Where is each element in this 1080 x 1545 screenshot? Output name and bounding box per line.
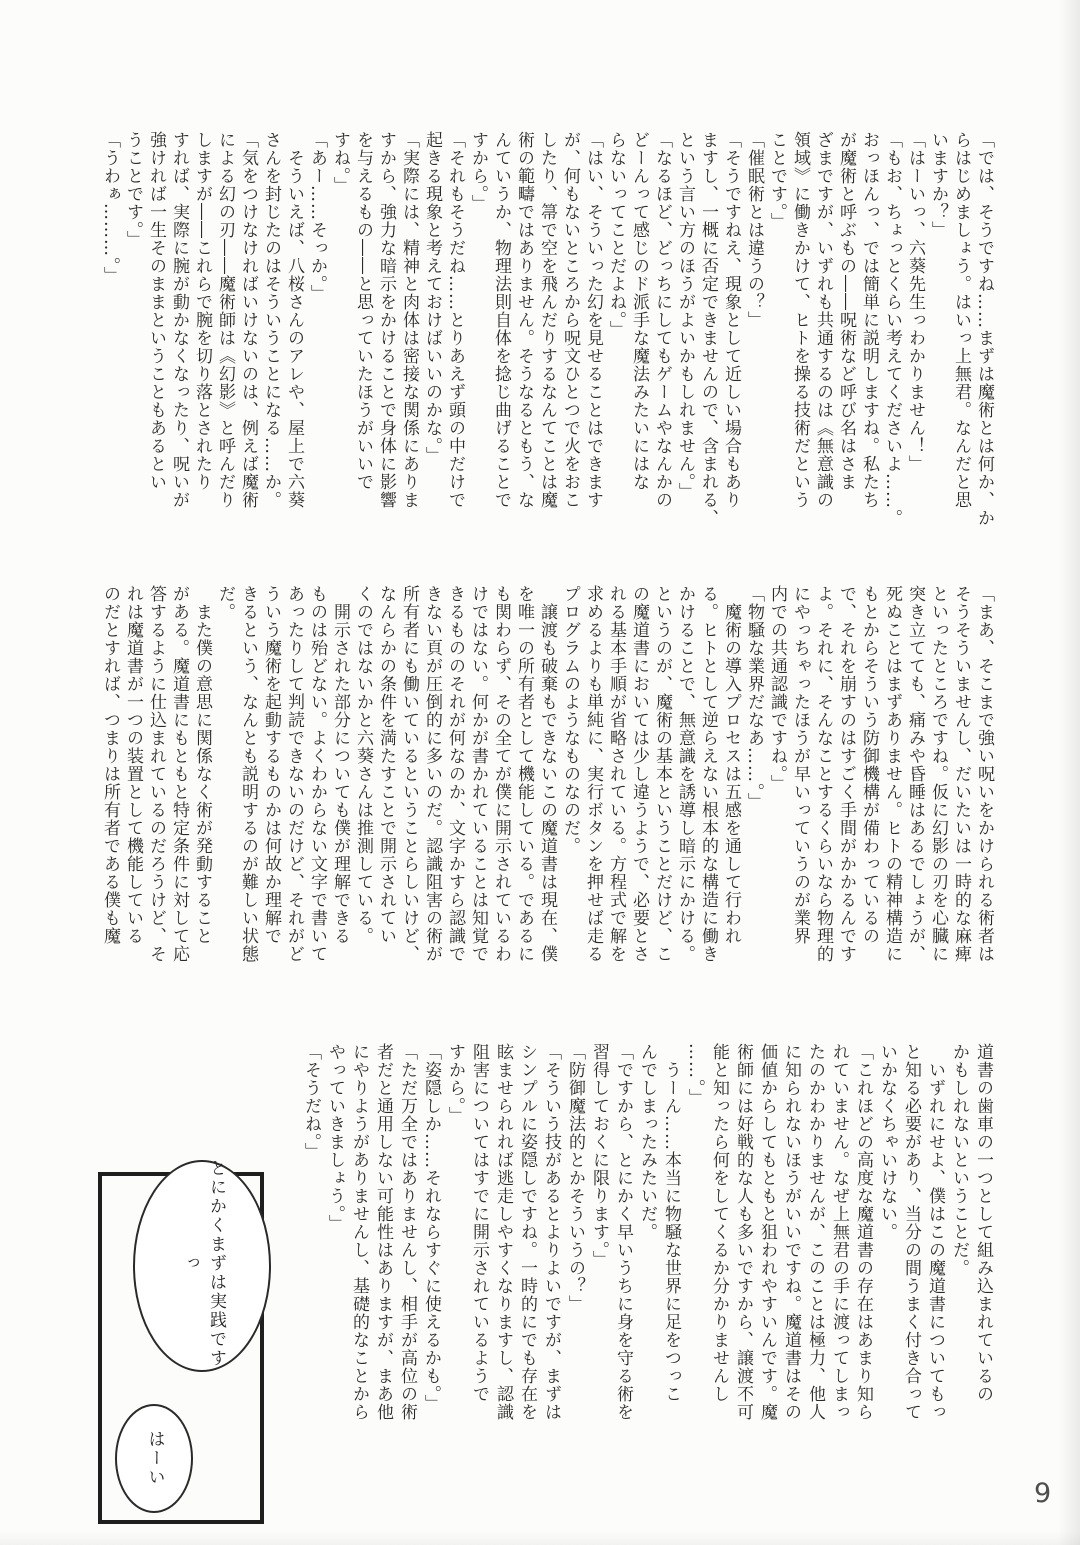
text-line: すれば、実際に腕が動かなくなったり、呪いが	[169, 131, 189, 509]
text-line: 所有者にも働いているということらしいけど、	[399, 585, 419, 963]
text-line: そういえば、八桜さんのアレや、屋上で六葵	[284, 131, 304, 509]
text-line: くのではないかと六葵さんは推測している。	[353, 585, 373, 945]
text-line: どーんって感じのド派手な魔法みたいにはな	[629, 131, 649, 491]
text-line: まずは実践ですっ	[179, 1234, 226, 1368]
text-line: 内での共通認識ですね。」	[767, 585, 787, 793]
text-line: また僕の意思に関係なく術が発動すること	[192, 585, 212, 945]
text-line: 者だと通用しない可能性はありますが、まあ他	[373, 1043, 393, 1421]
text-line: にやっちゃったほうが早いっていうのが業界	[790, 585, 810, 945]
text-line: といったところですね。仮に幻影の刃を心臓に	[928, 585, 948, 963]
speech-bubble-large	[133, 1160, 271, 1372]
text-line: 「では、そうですね……まずは魔術とは何か、か	[974, 131, 994, 527]
text-line: うことです。」	[123, 131, 143, 249]
text-line: という言い方のほうがよいかもしれません。」	[675, 131, 695, 501]
text-line: すね。」	[330, 131, 350, 195]
text-line: で、それを崩すのはすごく手間がかかるんです	[836, 585, 856, 963]
text-block-middle	[98, 585, 995, 985]
text-line: 開示された部分についても僕が理解できる	[330, 585, 350, 945]
text-line: れていません。なぜ上無君の手に渡ってしまっ	[829, 1043, 849, 1421]
text-line: すから、強力な暗示をかけることで身体に影響	[376, 131, 396, 509]
text-line: さんを封じたのはそういうことになる……か。	[261, 131, 281, 509]
text-line: したり、箒で空を飛んだりするなんてことは魔	[537, 131, 557, 509]
text-line: 「それもそうだね……とりあえず頭の中だけで	[445, 131, 465, 509]
text-line: 能と知ったら何をしてくるか分かりませんし	[709, 1043, 729, 1403]
text-line: にやりようがありませんし、基礎的なことから	[349, 1043, 369, 1421]
text-line: 「まあ、そこまで強い呪いをかけられる術者は	[974, 585, 994, 963]
text-line: 価値からしてもともと狙われやすいんです。魔	[757, 1043, 777, 1421]
text-line: しますが――これらで腕を切り落とされたり	[192, 131, 212, 491]
text-line: シンプルに姿隠しですね。一時的にでも存在を	[517, 1043, 537, 1421]
text-line: ことです。」	[767, 131, 787, 231]
speech-bubble-large-text	[175, 1156, 229, 1370]
text-line: すから。」	[445, 1043, 465, 1125]
text-line: 「気をつけなければいけないのは、例えば魔術	[238, 131, 258, 509]
text-line: 「あー……そっか。」	[307, 131, 327, 303]
text-line: ざまですが、いずれも共通するのは《無意識の	[813, 131, 833, 509]
text-line: 「姿隠しか……それならすぐに使えるかも。」	[421, 1043, 441, 1413]
text-line: も関わらず、その全てが僕に開示されているわ	[491, 585, 511, 963]
text-line: ものは殆どない。よくわからない文字で書いて	[307, 585, 327, 963]
page-number: 9	[1034, 1478, 1052, 1509]
text-line: きるという、なんとも説明するのが難しい状態	[238, 585, 258, 963]
text-line: 「はい、そういった幻を見せることはできます	[583, 131, 603, 509]
text-line: うーん……本当に物騒な世界に足をつっこ	[661, 1043, 681, 1403]
text-line: 「防御魔法的とかそういうの？」	[565, 1043, 585, 1313]
text-line: を与えるもの――と思っていたほうがいいで	[353, 131, 373, 491]
text-line: ういう魔術を起動するものかは何故か理解で	[261, 585, 281, 945]
text-line: 「はーいっ、六葵先生っわかりません！」	[905, 131, 925, 473]
text-line: 答するように仕込まれているのだろうけど、そ	[146, 585, 166, 963]
text-line: あったりして判読できないのだけど、それがど	[284, 585, 304, 963]
text-line: 「実際には、精神と肉体は密接な関係にありま	[399, 131, 419, 509]
text-line: がある。魔道書にもともと特定条件に対して応	[169, 585, 189, 963]
text-line: 阻害についてはすでに開示されているようで	[469, 1043, 489, 1403]
text-line: ……。」	[685, 1043, 705, 1107]
text-line: 「なるほど、どっちにしてもゲームやなんかの	[652, 131, 672, 509]
text-line: らないってことだよね。」	[606, 131, 626, 339]
text-line: 「ですから、とにかく早いうちに身を守る術を	[613, 1043, 633, 1421]
text-line: に知られないほうがいいですね。魔道書はその	[781, 1043, 801, 1421]
text-line: んでしまったみたいだ。	[637, 1043, 657, 1241]
text-line: いますか？」	[928, 131, 948, 239]
text-line: 「そうだね。」	[301, 1043, 321, 1161]
text-line: なんらかの条件を満たすことで開示されてい	[376, 585, 396, 945]
text-line: かもしれないということだ。	[949, 1043, 969, 1277]
text-line: による幻の刃――魔術師は《幻影》と呼んだり	[215, 131, 235, 509]
text-block-bottom	[299, 1043, 995, 1435]
text-line: だ。	[215, 585, 235, 621]
text-line: れる基本手順が省略されている。方程式で解を	[606, 585, 626, 963]
text-line: いずれにせよ、僕はこの魔道書についてもっ	[925, 1043, 945, 1421]
text-line: 習得しておくに限ります。」	[589, 1043, 609, 1269]
text-line: もとからそういう防御機構が備わっているの	[859, 585, 879, 945]
text-line: ますし、一概に否定できませんので、含まれる、	[698, 131, 718, 527]
text-line: 「うわぁ………。」	[100, 131, 120, 285]
scan-bottom-shading	[0, 1531, 1080, 1545]
text-line: 「物騒な業界だなあ……。」	[744, 585, 764, 811]
text-line: はーい	[144, 1430, 165, 1487]
text-line: が魔術と呼ぶもの――呪術など呼び名はさま	[836, 131, 856, 491]
text-line: を唯一の所有者として機能している。であるに	[514, 585, 534, 963]
text-line: きるもののそれが何なのか、文字かすら認識で	[445, 585, 465, 963]
text-line: 「これほどの高度な魔道書の存在はあまり知ら	[853, 1043, 873, 1421]
text-line: る。ヒトとして逆らえない根本的な構造に働き	[698, 585, 718, 963]
text-line: れは魔道書が一つの装置として機能している	[123, 585, 143, 945]
speech-bubble-small-text	[141, 1430, 168, 1487]
text-line: 「催眠術とは違うの？」	[744, 131, 764, 329]
text-line: かけることで、無意識を誘導し暗示にかける。	[675, 585, 695, 963]
text-line: 死ぬことはまずありません。ヒトの精神構造に	[882, 585, 902, 963]
text-line: 「ただ万全ではありませんし、相手が高位の術	[397, 1043, 417, 1421]
text-line: とにかく	[206, 1158, 226, 1235]
text-line: けではない。何かが書かれていることは知覚で	[468, 585, 488, 963]
text-line: 「そうですねえ、現象として近しい場合もあり	[721, 131, 741, 509]
text-line: が、何もないところから呪文ひとつで火をおこ	[560, 131, 580, 509]
text-line: 術の範疇ではありません。そうなるともう、な	[514, 131, 534, 509]
text-line: の魔道書においては少し違うようで、必要とさ	[629, 585, 649, 963]
text-line: いかなくちゃいけない。	[877, 1043, 897, 1241]
text-line: 突き立てても、痛みや昏睡はあるでしょうが、	[905, 585, 925, 963]
text-line: プログラムのようなものなのだ。	[560, 585, 580, 855]
text-line: やっていきましょう。」	[325, 1043, 345, 1233]
text-line: 強ければ一生そのままということもあるとい	[146, 131, 166, 491]
text-line: 「もお、ちょっとくらい考えてくださいよ……。	[882, 131, 902, 527]
text-line: 譲渡も破棄もできないこの魔道書は現在、僕	[537, 585, 557, 963]
text-line: たのかわかりませんが、このことは極力、他人	[805, 1043, 825, 1421]
text-line: よ。それに、そんなことするくらいなら物理的	[813, 585, 833, 963]
text-line: 起きる現象と考えておけばいいのかな。」	[422, 131, 442, 465]
text-line: らはじめましょう。はいっ上無君。なんだと思	[951, 131, 971, 509]
text-line: と知る必要があり、当分の間うまく付き合って	[901, 1043, 921, 1421]
text-line: すから。」	[468, 131, 488, 213]
text-line: 道書の歯車の一つとして組み込まれているの	[973, 1043, 993, 1403]
speech-bubble-small	[115, 1404, 193, 1513]
text-line: というのが、魔術の基本ということだけど、こ	[652, 585, 672, 963]
text-line: 魔術の導入プロセスは五感を通して行われ	[721, 585, 741, 945]
text-line: そうそういませんし、だいたいは一時的な麻痺	[951, 585, 971, 963]
scan-edge-shading	[1058, 0, 1080, 1545]
text-line: 術師には好戦的な人も多いですから、譲渡不可	[733, 1043, 753, 1421]
text-line: んていうか、物理法則自体を捻じ曲げることで	[491, 131, 511, 509]
text-line: きない頁が圧倒的に多いのだ。認識阻害の術が	[422, 585, 442, 963]
text-line: 「そういう技があるとよりよいですが、まずは	[541, 1043, 561, 1421]
text-block-top	[98, 131, 995, 533]
text-line: おっほんっ、では簡単に説明しますね。私たち	[859, 131, 879, 509]
text-line: 眩ませられれば逃走しやすくなりますし、認識	[493, 1043, 513, 1421]
text-line: 領域》に働きかけて、ヒトを操る技術だという	[790, 131, 810, 509]
text-line: のだとすれば、つまりは所有者である僕も魔	[100, 585, 120, 945]
text-line: 求めるよりも単純に、実行ボタンを押せば走る	[583, 585, 603, 963]
